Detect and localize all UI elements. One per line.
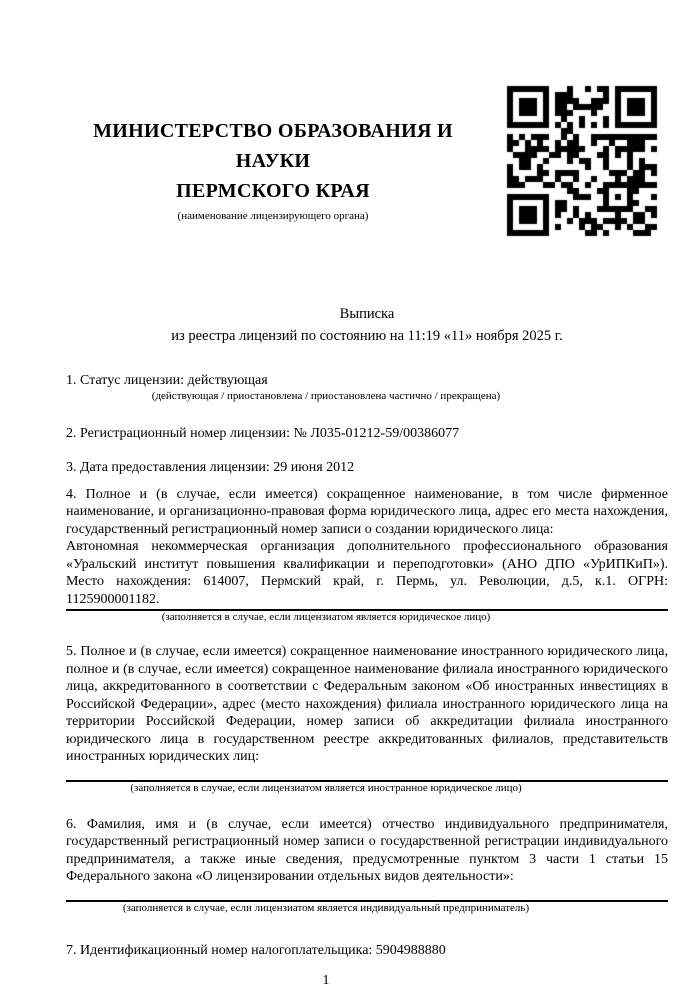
item-registration-number — [66, 425, 668, 443]
extract-items — [66, 372, 668, 959]
page-number: 1 — [322, 973, 330, 988]
ministry-name-line2: ПЕРМСКОГО КРАЯ — [176, 179, 370, 202]
legal-entity-label: 4. Полное и (в случае, если имеется) сокращенное наименование, в том числе фирменное наименование, и организационно-правовая форма юридического лица, адрес его места нахождения, государственный регистрационный номер записи о создании юридического лица: — [66, 486, 668, 537]
item-legal-entity-info — [66, 486, 668, 625]
qr-code — [506, 85, 658, 237]
registration-number-text: 2. Регистрационный номер лицензии: № Л035-01212-59/00386077 — [66, 425, 460, 441]
item-individual-entrepreneur-info — [66, 816, 668, 915]
licensing-authority-note: (наименование лицензирующего органа) — [177, 209, 369, 222]
document-title-line1: Выписка — [339, 306, 395, 322]
empty-field — [66, 886, 668, 899]
document-title-line2: из реестра лицензий по состоянию на 11:19 «11» ноября 2025 г. — [171, 328, 563, 344]
item-taxpayer-id — [66, 942, 668, 960]
individual-entrepreneur-label: 6. Фамилия, имя и (в случае, если имеется) отчество индивидуального предпринимателя, государственный регистрационный номер записи о государственной регистрации индивидуального предпринимателя, а также иные сведения, предусмотренные пунктом 3 части 1 статьи 15 Федерального закона «О лицензировании отдельных видов деятельности»: — [66, 816, 668, 884]
item-foreign-entity-info — [66, 643, 668, 795]
item-license-grant-date — [66, 459, 668, 477]
ministry-name-line1: МИНИСТЕРСТВО ОБРАЗОВАНИЯ И НАУКИ — [93, 119, 453, 172]
document-header — [66, 85, 668, 237]
license-grant-date-text: 3. Дата предоставления лицензии: 29 июня 2012 — [66, 460, 355, 475]
empty-field — [66, 766, 668, 779]
taxpayer-id-text: 7. Идентификационный номер налогоплательщика: 5904988880 — [66, 942, 446, 958]
qr-code-region — [506, 85, 658, 237]
license-status-text: 1. Статус лицензии: действующая — [66, 373, 268, 388]
foreign-entity-note: (заполняется в случае, если лицензиатом является иностранное юридическое лицо) — [130, 781, 522, 794]
foreign-entity-label: 5. Полное и (в случае, если имеется) сокращенное наименование иностранного юридического лица, полное и (в случае, если имеется) сокращенное наименование филиала иностранного юридического лица, аккредитованного в соответствии с Федеральным законом «Об иностранных инвестициях в Российской Федерации», адрес (место нахождения) филиала иностранного юридического лица на территории Российской Федерации, номер записи об аккредитации филиала иностранного юридического лица в государственном реестре аккредитованных филиалов, представительств иностранных юридических лиц: — [66, 644, 668, 764]
legal-entity-note: (заполняется в случае, если лицензиатом является юридическое лицо) — [161, 611, 491, 623]
item-license-status — [66, 372, 668, 403]
licensing-authority-block — [66, 116, 506, 223]
document-title — [66, 303, 668, 347]
legal-entity-value: Автономная некоммерческая организация дополнительного профессионального образования «Уральский институт повышения квалификации и переподготовки» (АНО ДПО «УрИПКиП»). Место нахождения: 614007, Пермский край, г. Пермь, ул. Революции, д.5, к.1. ОГРН: 1125900001182. — [66, 539, 668, 607]
license-status-options-note: (действующая / приостановлена / приостановлена частично / прекращена) — [151, 389, 501, 402]
individual-entrepreneur-note: (заполняется в случае, если лицензиатом является индивидуальный предприниматель) — [122, 901, 530, 914]
